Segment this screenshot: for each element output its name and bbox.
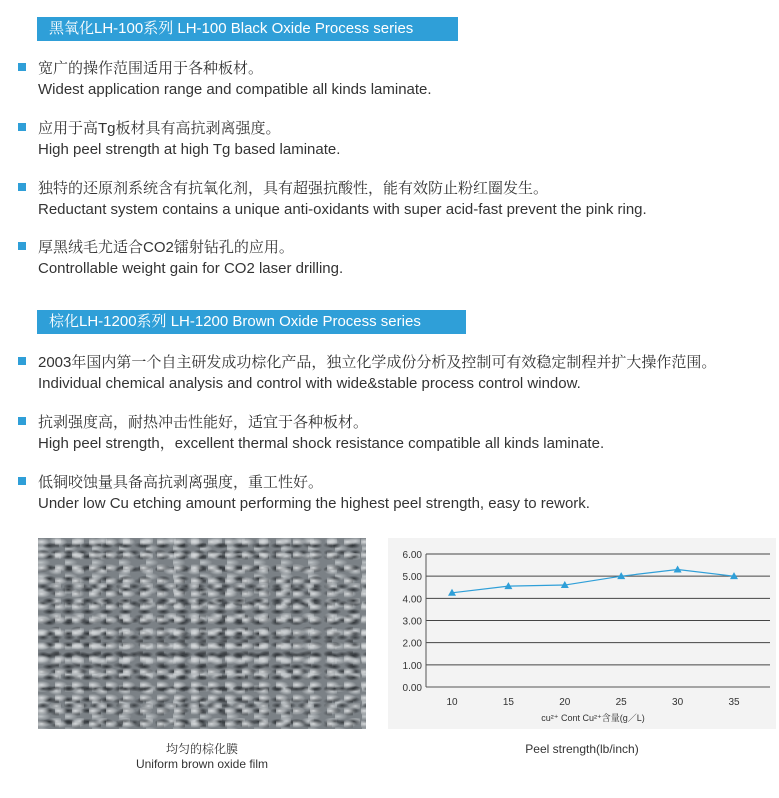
y-tick-label: 4.00 [402,594,422,606]
chart-caption: Peel strength(lb/inch) [525,742,639,756]
x-tick-label: 20 [559,697,571,708]
item-zh: 低铜咬蚀量具备高抗剥离强度，重工性好。 [38,474,324,491]
section2-item-3 [38,472,590,514]
peel-strength-chart [388,538,776,729]
y-tick-label: 2.00 [402,638,422,650]
item-zh: 宽广的操作范围适用于各种板材。 [38,60,264,77]
item-zh: 独特的还原剂系统含有抗氧化剂，具有超强抗酸性，能有效防止粉红圈发生。 [38,180,549,197]
bullet-square-icon [18,242,26,250]
item-zh: 应用于高Tg板材具有高抗剥离强度。 [38,120,281,137]
data-point-triangle [674,566,682,573]
item-en: High peel strength，excellent thermal shock resistance compatible all kinds laminate. [38,435,605,452]
section1-item-1 [38,58,432,100]
photo-caption-en: Uniform brown oxide film [135,757,269,771]
bullet-square-icon [18,477,26,485]
chart-svg [388,538,776,729]
bullet-square-icon [18,63,26,71]
item-zh: 抗剥强度高，耐热冲击性能好，适宜于各种板材。 [38,414,369,431]
series-line [452,570,734,593]
x-tick-label: 35 [728,697,740,708]
item-en: Individual chemical analysis and control with wide&stable process control window. [38,375,581,392]
y-tick-label: 0.00 [402,683,422,694]
section2-title: 棕化LH-1200系列 LH-1200 Brown Oxide Process series [37,310,466,334]
section2-item-2 [38,412,604,454]
x-tick-label: 10 [446,697,458,708]
item-en: Under low Cu etching amount performing the highest peel strength, easy to rework. [38,495,590,512]
photo-caption [38,742,366,772]
item-en: Reductant system contains a unique anti-oxidants with super acid-fast prevent the pink ring. [38,201,647,218]
item-en: High peel strength at high Tg based laminate. [38,141,341,158]
bullet-square-icon [18,183,26,191]
section1-item-2 [38,118,340,160]
x-tick-label: 25 [615,697,627,708]
photo-caption-zh: 均匀的棕化膜 [165,742,238,756]
x-axis-label: cu²⁺ Cont Cu²⁺含量(g／L) [541,713,645,723]
item-en: Controllable weight gain for CO2 laser drilling. [38,260,344,277]
section2-item-1 [38,352,716,394]
bullet-square-icon [18,357,26,365]
section1-item-3 [38,178,647,220]
y-tick-label: 3.00 [402,616,422,628]
bullet-square-icon [18,123,26,131]
y-tick-label: 1.00 [402,660,422,672]
y-tick-label: 5.00 [402,572,422,584]
x-tick-label: 30 [672,697,684,708]
y-tick-label: 6.00 [402,550,422,561]
bullet-square-icon [18,417,26,425]
section1-item-4 [38,237,343,279]
item-en: Widest application range and compatible all kinds laminate. [38,81,432,98]
item-zh: 2003年国内第一个自主研发成功棕化产品，独立化学成份分析及控制可有效稳定制程并扩大操作范围。 [38,354,717,371]
brown-oxide-film-photo [38,538,366,729]
item-zh: 厚黑绒毛尤适合CO2镭射钻孔的应用。 [38,239,294,256]
section1-title: 黑氧化LH-100系列 LH-100 Black Oxide Process series [37,17,458,41]
x-tick-label: 15 [502,697,514,708]
